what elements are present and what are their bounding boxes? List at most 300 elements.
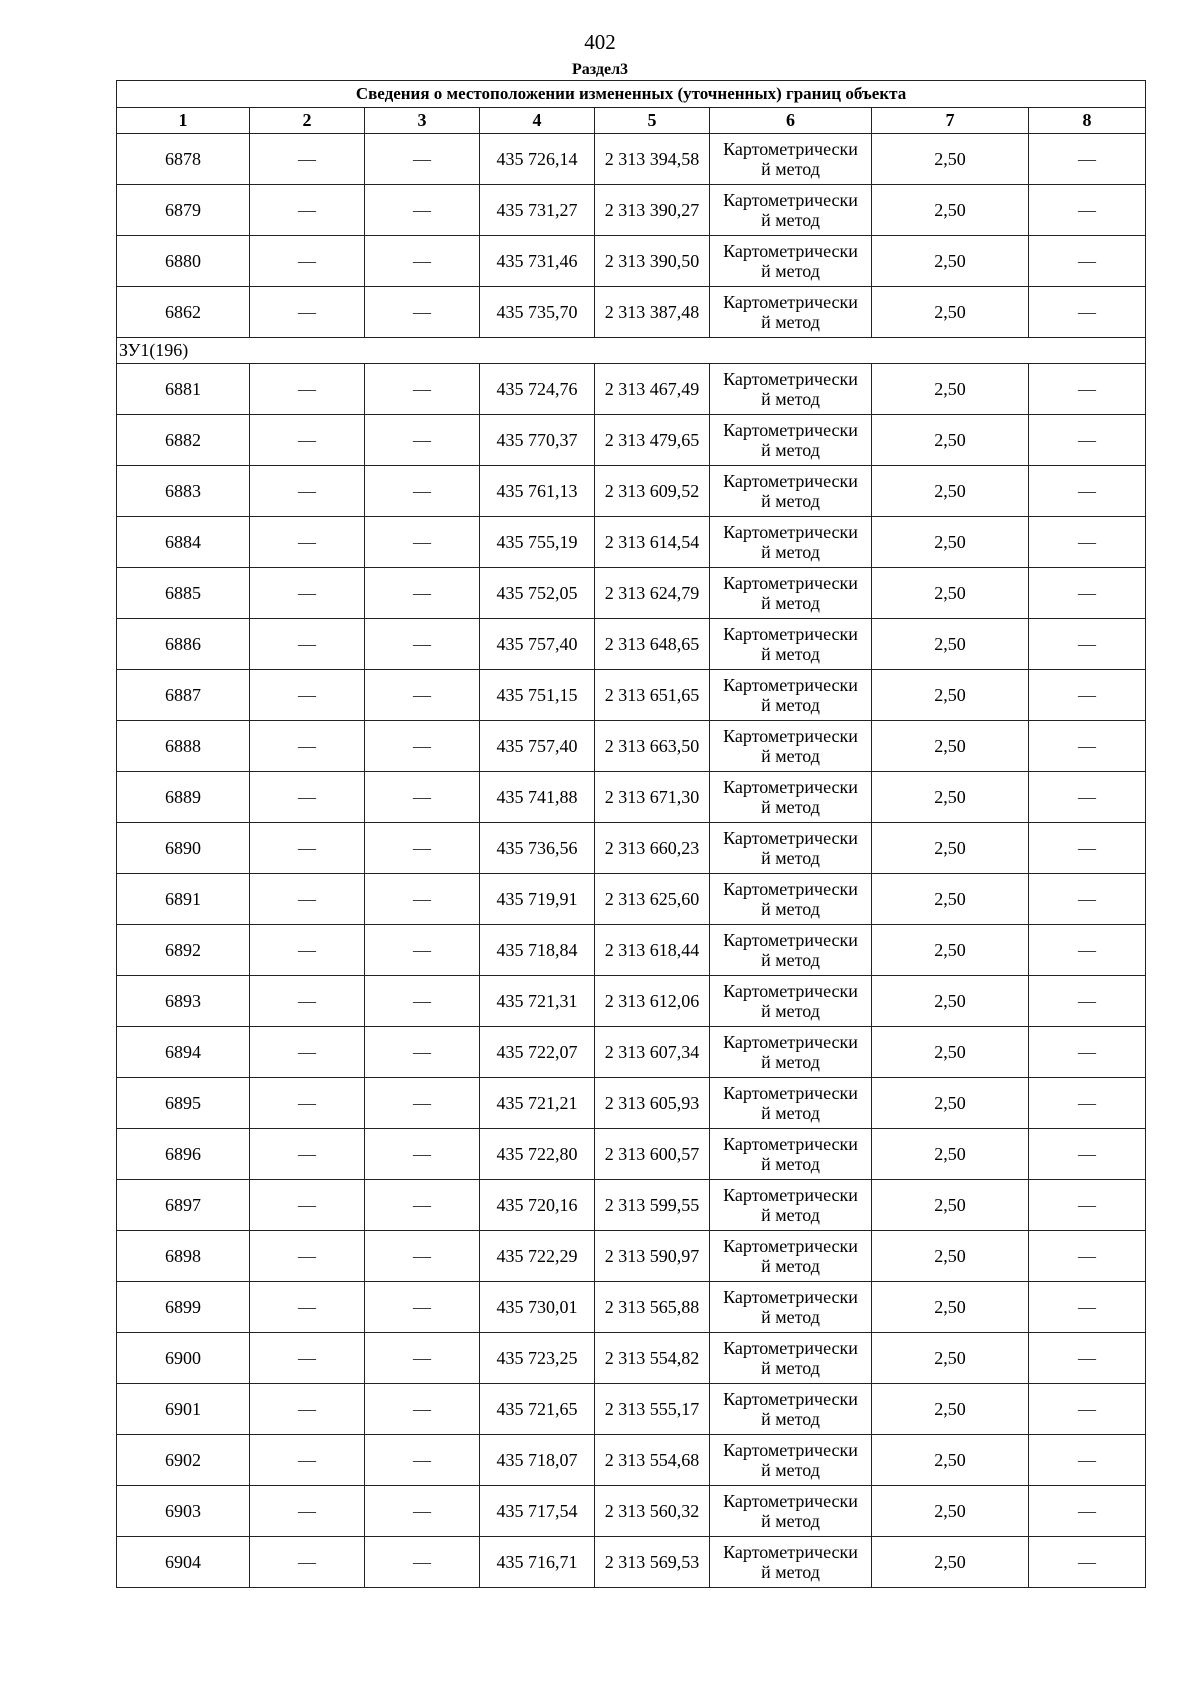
dash-cell: — bbox=[1029, 364, 1146, 415]
method-text-line2: й метод bbox=[761, 312, 820, 332]
method-text-line2: й метод bbox=[761, 593, 820, 613]
table-caption-row bbox=[117, 81, 1146, 108]
coordinate-x-cell: 435 724,76 bbox=[480, 364, 595, 415]
method-cell bbox=[710, 721, 872, 772]
coordinate-x-cell: 435 731,46 bbox=[480, 236, 595, 287]
dash-cell: — bbox=[365, 466, 480, 517]
dash-cell: — bbox=[1029, 1435, 1146, 1486]
coordinate-y-cell: 2 313 554,82 bbox=[595, 1333, 710, 1384]
method-cell bbox=[710, 568, 872, 619]
dash-cell: — bbox=[1029, 874, 1146, 925]
method-text-line1: Картометрически bbox=[723, 369, 858, 389]
dash-cell: — bbox=[250, 1231, 365, 1282]
coordinate-x-cell: 435 718,84 bbox=[480, 925, 595, 976]
method-text-line1: Картометрически bbox=[723, 522, 858, 542]
coordinate-x-cell: 435 722,29 bbox=[480, 1231, 595, 1282]
dash-cell: — bbox=[365, 236, 480, 287]
method-cell bbox=[710, 236, 872, 287]
dash-cell: — bbox=[250, 772, 365, 823]
method-text-line1: Картометрически bbox=[723, 879, 858, 899]
point-number-cell: 6887 bbox=[117, 670, 250, 721]
coordinate-x-cell: 435 770,37 bbox=[480, 415, 595, 466]
accuracy-cell: 2,50 bbox=[872, 1333, 1029, 1384]
dash-cell: — bbox=[1029, 925, 1146, 976]
dash-cell: — bbox=[365, 1231, 480, 1282]
method-cell bbox=[710, 874, 872, 925]
dash-cell: — bbox=[1029, 1078, 1146, 1129]
column-header-3: 3 bbox=[365, 108, 480, 134]
coordinate-y-cell: 2 313 479,65 bbox=[595, 415, 710, 466]
method-cell bbox=[710, 1078, 872, 1129]
dash-cell: — bbox=[250, 185, 365, 236]
point-number-cell: 6901 bbox=[117, 1384, 250, 1435]
table-row bbox=[117, 619, 1146, 670]
dash-cell: — bbox=[250, 976, 365, 1027]
method-text-line1: Картометрически bbox=[723, 1083, 858, 1103]
coordinates-table bbox=[116, 80, 1146, 1588]
coordinate-y-cell: 2 313 607,34 bbox=[595, 1027, 710, 1078]
accuracy-cell: 2,50 bbox=[872, 134, 1029, 185]
dash-cell: — bbox=[250, 670, 365, 721]
method-text-line2: й метод bbox=[761, 848, 820, 868]
column-header-5: 5 bbox=[595, 108, 710, 134]
method-cell bbox=[710, 466, 872, 517]
table-row bbox=[117, 1384, 1146, 1435]
coordinate-y-cell: 2 313 671,30 bbox=[595, 772, 710, 823]
page-number: 402 bbox=[584, 30, 616, 54]
accuracy-cell: 2,50 bbox=[872, 1180, 1029, 1231]
coordinate-y-cell: 2 313 565,88 bbox=[595, 1282, 710, 1333]
table-row bbox=[117, 976, 1146, 1027]
accuracy-cell: 2,50 bbox=[872, 517, 1029, 568]
method-cell bbox=[710, 1537, 872, 1588]
accuracy-cell: 2,50 bbox=[872, 670, 1029, 721]
method-text-line2: й метод bbox=[761, 950, 820, 970]
dash-cell: — bbox=[1029, 134, 1146, 185]
column-header-8: 8 bbox=[1029, 108, 1146, 134]
accuracy-cell: 2,50 bbox=[872, 1129, 1029, 1180]
method-cell bbox=[710, 619, 872, 670]
accuracy-cell: 2,50 bbox=[872, 1078, 1029, 1129]
method-text-line1: Картометрически bbox=[723, 1440, 858, 1460]
dash-cell: — bbox=[1029, 415, 1146, 466]
coordinate-x-cell: 435 730,01 bbox=[480, 1282, 595, 1333]
coordinate-y-cell: 2 313 663,50 bbox=[595, 721, 710, 772]
dash-cell: — bbox=[1029, 1384, 1146, 1435]
method-text-line2: й метод bbox=[761, 797, 820, 817]
dash-cell: — bbox=[1029, 1027, 1146, 1078]
table-row bbox=[117, 670, 1146, 721]
coordinate-y-cell: 2 313 387,48 bbox=[595, 287, 710, 338]
method-text-line1: Картометрически bbox=[723, 1287, 858, 1307]
point-number-cell: 6862 bbox=[117, 287, 250, 338]
coordinate-y-cell: 2 313 590,97 bbox=[595, 1231, 710, 1282]
dash-cell: — bbox=[250, 568, 365, 619]
dash-cell: — bbox=[365, 772, 480, 823]
coordinate-x-cell: 435 757,40 bbox=[480, 721, 595, 772]
coordinate-x-cell: 435 716,71 bbox=[480, 1537, 595, 1588]
point-number-cell: 6885 bbox=[117, 568, 250, 619]
table-row bbox=[117, 925, 1146, 976]
table-row bbox=[117, 1231, 1146, 1282]
table-row bbox=[117, 772, 1146, 823]
accuracy-cell: 2,50 bbox=[872, 772, 1029, 823]
coordinate-x-cell: 435 721,21 bbox=[480, 1078, 595, 1129]
coordinate-y-cell: 2 313 612,06 bbox=[595, 976, 710, 1027]
method-cell bbox=[710, 287, 872, 338]
coordinate-x-cell: 435 751,15 bbox=[480, 670, 595, 721]
dash-cell: — bbox=[1029, 185, 1146, 236]
dash-cell: — bbox=[365, 823, 480, 874]
coordinate-y-cell: 2 313 599,55 bbox=[595, 1180, 710, 1231]
coordinate-x-cell: 435 736,56 bbox=[480, 823, 595, 874]
method-cell bbox=[710, 1435, 872, 1486]
point-number-cell: 6889 bbox=[117, 772, 250, 823]
method-cell bbox=[710, 772, 872, 823]
coordinate-y-cell: 2 313 618,44 bbox=[595, 925, 710, 976]
dash-cell: — bbox=[365, 976, 480, 1027]
accuracy-cell: 2,50 bbox=[872, 619, 1029, 670]
dash-cell: — bbox=[250, 823, 365, 874]
point-number-cell: 6896 bbox=[117, 1129, 250, 1180]
coordinate-x-cell: 435 721,31 bbox=[480, 976, 595, 1027]
table-row bbox=[117, 823, 1146, 874]
dash-cell: — bbox=[1029, 670, 1146, 721]
coordinate-x-cell: 435 720,16 bbox=[480, 1180, 595, 1231]
method-text-line2: й метод bbox=[761, 1409, 820, 1429]
method-text-line2: й метод bbox=[761, 1154, 820, 1174]
dash-cell: — bbox=[365, 1486, 480, 1537]
method-text-line1: Картометрически bbox=[723, 930, 858, 950]
point-number-cell: 6899 bbox=[117, 1282, 250, 1333]
method-text-line2: й метод bbox=[761, 1001, 820, 1021]
coordinate-x-cell: 435 721,65 bbox=[480, 1384, 595, 1435]
accuracy-cell: 2,50 bbox=[872, 415, 1029, 466]
point-number-cell: 6900 bbox=[117, 1333, 250, 1384]
dash-cell: — bbox=[250, 619, 365, 670]
point-number-cell: 6880 bbox=[117, 236, 250, 287]
table-row bbox=[117, 1537, 1146, 1588]
dash-cell: — bbox=[250, 1384, 365, 1435]
dash-cell: — bbox=[365, 925, 480, 976]
group-label-row bbox=[117, 338, 1146, 364]
coordinate-y-cell: 2 313 560,32 bbox=[595, 1486, 710, 1537]
point-number-cell: 6879 bbox=[117, 185, 250, 236]
dash-cell: — bbox=[250, 415, 365, 466]
coordinate-y-cell: 2 313 614,54 bbox=[595, 517, 710, 568]
dash-cell: — bbox=[250, 1333, 365, 1384]
dash-cell: — bbox=[1029, 772, 1146, 823]
coordinate-y-cell: 2 313 600,57 bbox=[595, 1129, 710, 1180]
dash-cell: — bbox=[250, 236, 365, 287]
method-text-line1: Картометрически bbox=[723, 420, 858, 440]
column-header-1: 1 bbox=[117, 108, 250, 134]
dash-cell: — bbox=[1029, 1486, 1146, 1537]
method-text-line1: Картометрически bbox=[723, 726, 858, 746]
method-cell bbox=[710, 1231, 872, 1282]
dash-cell: — bbox=[1029, 466, 1146, 517]
method-text-line1: Картометрически bbox=[723, 1185, 858, 1205]
method-text-line1: Картометрически bbox=[723, 139, 858, 159]
method-text-line1: Картометрически bbox=[723, 828, 858, 848]
point-number-cell: 6890 bbox=[117, 823, 250, 874]
dash-cell: — bbox=[250, 364, 365, 415]
coordinate-y-cell: 2 313 660,23 bbox=[595, 823, 710, 874]
dash-cell: — bbox=[1029, 1231, 1146, 1282]
dash-cell: — bbox=[365, 134, 480, 185]
point-number-cell: 6898 bbox=[117, 1231, 250, 1282]
dash-cell: — bbox=[365, 1027, 480, 1078]
coordinate-x-cell: 435 731,27 bbox=[480, 185, 595, 236]
method-cell bbox=[710, 976, 872, 1027]
method-text-line2: й метод bbox=[761, 1358, 820, 1378]
method-text-line1: Картометрически bbox=[723, 1338, 858, 1358]
dash-cell: — bbox=[365, 1537, 480, 1588]
table-row bbox=[117, 185, 1146, 236]
method-cell bbox=[710, 823, 872, 874]
coordinate-y-cell: 2 313 648,65 bbox=[595, 619, 710, 670]
table-row bbox=[117, 466, 1146, 517]
dash-cell: — bbox=[1029, 517, 1146, 568]
method-text-line2: й метод bbox=[761, 1307, 820, 1327]
point-number-cell: 6888 bbox=[117, 721, 250, 772]
dash-cell: — bbox=[365, 1180, 480, 1231]
method-text-line2: й метод bbox=[761, 1562, 820, 1582]
dash-cell: — bbox=[250, 134, 365, 185]
accuracy-cell: 2,50 bbox=[872, 874, 1029, 925]
column-header-2: 2 bbox=[250, 108, 365, 134]
accuracy-cell: 2,50 bbox=[872, 721, 1029, 772]
coordinate-x-cell: 435 757,40 bbox=[480, 619, 595, 670]
coordinate-x-cell: 435 723,25 bbox=[480, 1333, 595, 1384]
table-title: Сведения о местоположении измененных (уточненных) границ объекта bbox=[117, 81, 1146, 108]
coordinate-y-cell: 2 313 651,65 bbox=[595, 670, 710, 721]
method-cell bbox=[710, 670, 872, 721]
method-cell bbox=[710, 364, 872, 415]
table-row bbox=[117, 1486, 1146, 1537]
accuracy-cell: 2,50 bbox=[872, 1486, 1029, 1537]
point-number-cell: 6904 bbox=[117, 1537, 250, 1588]
table-row bbox=[117, 1027, 1146, 1078]
accuracy-cell: 2,50 bbox=[872, 1384, 1029, 1435]
table-row bbox=[117, 364, 1146, 415]
dash-cell: — bbox=[365, 670, 480, 721]
accuracy-cell: 2,50 bbox=[872, 185, 1029, 236]
table-row bbox=[117, 287, 1146, 338]
accuracy-cell: 2,50 bbox=[872, 236, 1029, 287]
method-text-line1: Картометрически bbox=[723, 1032, 858, 1052]
point-number-cell: 6883 bbox=[117, 466, 250, 517]
table-row bbox=[117, 1078, 1146, 1129]
dash-cell: — bbox=[250, 1129, 365, 1180]
method-text-line1: Картометрически bbox=[723, 1134, 858, 1154]
table-row bbox=[117, 517, 1146, 568]
column-number-row bbox=[117, 108, 1146, 134]
dash-cell: — bbox=[365, 721, 480, 772]
dash-cell: — bbox=[250, 466, 365, 517]
coordinate-y-cell: 2 313 609,52 bbox=[595, 466, 710, 517]
method-cell bbox=[710, 134, 872, 185]
method-text-line1: Картометрически bbox=[723, 675, 858, 695]
table-row bbox=[117, 1282, 1146, 1333]
point-number-cell: 6894 bbox=[117, 1027, 250, 1078]
method-cell bbox=[710, 1282, 872, 1333]
dash-cell: — bbox=[250, 517, 365, 568]
column-header-4: 4 bbox=[480, 108, 595, 134]
dash-cell: — bbox=[365, 1333, 480, 1384]
coordinate-x-cell: 435 741,88 bbox=[480, 772, 595, 823]
dash-cell: — bbox=[365, 287, 480, 338]
method-cell bbox=[710, 1333, 872, 1384]
dash-cell: — bbox=[365, 517, 480, 568]
method-text-line2: й метод bbox=[761, 491, 820, 511]
dash-cell: — bbox=[1029, 287, 1146, 338]
accuracy-cell: 2,50 bbox=[872, 364, 1029, 415]
accuracy-cell: 2,50 bbox=[872, 925, 1029, 976]
method-text-line2: й метод bbox=[761, 746, 820, 766]
dash-cell: — bbox=[1029, 1333, 1146, 1384]
dash-cell: — bbox=[250, 1486, 365, 1537]
method-cell bbox=[710, 1180, 872, 1231]
dash-cell: — bbox=[1029, 823, 1146, 874]
coordinate-x-cell: 435 726,14 bbox=[480, 134, 595, 185]
method-cell bbox=[710, 517, 872, 568]
point-number-cell: 6882 bbox=[117, 415, 250, 466]
accuracy-cell: 2,50 bbox=[872, 1435, 1029, 1486]
method-text-line1: Картометрически bbox=[723, 981, 858, 1001]
table-row bbox=[117, 236, 1146, 287]
dash-cell: — bbox=[365, 185, 480, 236]
dash-cell: — bbox=[1029, 1282, 1146, 1333]
method-cell bbox=[710, 1384, 872, 1435]
method-text-line1: Картометрически bbox=[723, 777, 858, 797]
method-text-line1: Картометрически bbox=[723, 1236, 858, 1256]
method-text-line1: Картометрически bbox=[723, 1542, 858, 1562]
accuracy-cell: 2,50 bbox=[872, 466, 1029, 517]
dash-cell: — bbox=[365, 1435, 480, 1486]
method-text-line1: Картометрически bbox=[723, 1491, 858, 1511]
dash-cell: — bbox=[365, 1129, 480, 1180]
accuracy-cell: 2,50 bbox=[872, 823, 1029, 874]
table-row bbox=[117, 134, 1146, 185]
accuracy-cell: 2,50 bbox=[872, 1537, 1029, 1588]
coordinate-y-cell: 2 313 554,68 bbox=[595, 1435, 710, 1486]
method-text-line2: й метод bbox=[761, 1511, 820, 1531]
dash-cell: — bbox=[1029, 619, 1146, 670]
point-number-cell: 6881 bbox=[117, 364, 250, 415]
table-body bbox=[117, 134, 1146, 1588]
method-cell bbox=[710, 1129, 872, 1180]
dash-cell: — bbox=[365, 1384, 480, 1435]
dash-cell: — bbox=[250, 1078, 365, 1129]
method-text-line1: Картометрически bbox=[723, 241, 858, 261]
coordinate-y-cell: 2 313 624,79 bbox=[595, 568, 710, 619]
point-number-cell: 6903 bbox=[117, 1486, 250, 1537]
coordinate-y-cell: 2 313 467,49 bbox=[595, 364, 710, 415]
point-number-cell: 6878 bbox=[117, 134, 250, 185]
method-cell bbox=[710, 185, 872, 236]
accuracy-cell: 2,50 bbox=[872, 976, 1029, 1027]
table-row bbox=[117, 1333, 1146, 1384]
coordinate-y-cell: 2 313 394,58 bbox=[595, 134, 710, 185]
coordinate-y-cell: 2 313 625,60 bbox=[595, 874, 710, 925]
point-number-cell: 6892 bbox=[117, 925, 250, 976]
coordinate-x-cell: 435 719,91 bbox=[480, 874, 595, 925]
dash-cell: — bbox=[365, 1282, 480, 1333]
dash-cell: — bbox=[250, 925, 365, 976]
method-text-line2: й метод bbox=[761, 1460, 820, 1480]
dash-cell: — bbox=[250, 1282, 365, 1333]
table-row bbox=[117, 1435, 1146, 1486]
accuracy-cell: 2,50 bbox=[872, 1231, 1029, 1282]
method-text-line2: й метод bbox=[761, 440, 820, 460]
dash-cell: — bbox=[250, 874, 365, 925]
table-row bbox=[117, 874, 1146, 925]
dash-cell: — bbox=[365, 874, 480, 925]
method-text-line2: й метод bbox=[761, 542, 820, 562]
section-title: Раздел3 bbox=[571, 61, 629, 78]
method-text-line2: й метод bbox=[761, 159, 820, 179]
method-text-line1: Картометрически bbox=[723, 190, 858, 210]
dash-cell: — bbox=[1029, 721, 1146, 772]
point-number-cell: 6891 bbox=[117, 874, 250, 925]
coordinate-y-cell: 2 313 605,93 bbox=[595, 1078, 710, 1129]
dash-cell: — bbox=[365, 1078, 480, 1129]
column-header-6: 6 bbox=[710, 108, 872, 134]
dash-cell: — bbox=[1029, 1537, 1146, 1588]
method-cell bbox=[710, 1027, 872, 1078]
method-text-line2: й метод bbox=[761, 644, 820, 664]
method-text-line2: й метод bbox=[761, 261, 820, 281]
coordinate-x-cell: 435 735,70 bbox=[480, 287, 595, 338]
point-number-cell: 6895 bbox=[117, 1078, 250, 1129]
method-cell bbox=[710, 925, 872, 976]
table-row bbox=[117, 1129, 1146, 1180]
dash-cell: — bbox=[1029, 1180, 1146, 1231]
dash-cell: — bbox=[250, 721, 365, 772]
accuracy-cell: 2,50 bbox=[872, 287, 1029, 338]
coordinate-y-cell: 2 313 390,50 bbox=[595, 236, 710, 287]
method-text-line1: Картометрически bbox=[723, 292, 858, 312]
method-cell bbox=[710, 1486, 872, 1537]
coordinate-x-cell: 435 752,05 bbox=[480, 568, 595, 619]
coordinate-x-cell: 435 722,07 bbox=[480, 1027, 595, 1078]
group-label: ЗУ1(196) bbox=[117, 338, 1146, 364]
point-number-cell: 6884 bbox=[117, 517, 250, 568]
coordinate-x-cell: 435 755,19 bbox=[480, 517, 595, 568]
accuracy-cell: 2,50 bbox=[872, 1027, 1029, 1078]
method-text-line2: й метод bbox=[761, 695, 820, 715]
dash-cell: — bbox=[365, 568, 480, 619]
method-text-line2: й метод bbox=[761, 1103, 820, 1123]
dash-cell: — bbox=[365, 619, 480, 670]
dash-cell: — bbox=[250, 1180, 365, 1231]
point-number-cell: 6902 bbox=[117, 1435, 250, 1486]
coordinate-x-cell: 435 718,07 bbox=[480, 1435, 595, 1486]
method-text-line2: й метод bbox=[761, 1205, 820, 1225]
dash-cell: — bbox=[250, 1435, 365, 1486]
dash-cell: — bbox=[250, 1027, 365, 1078]
column-header-7: 7 bbox=[872, 108, 1029, 134]
method-text-line2: й метод bbox=[761, 210, 820, 230]
accuracy-cell: 2,50 bbox=[872, 1282, 1029, 1333]
method-text-line1: Картометрически bbox=[723, 471, 858, 491]
coordinate-y-cell: 2 313 569,53 bbox=[595, 1537, 710, 1588]
coordinate-y-cell: 2 313 555,17 bbox=[595, 1384, 710, 1435]
method-text-line2: й метод bbox=[761, 899, 820, 919]
dash-cell: — bbox=[250, 287, 365, 338]
coordinate-y-cell: 2 313 390,27 bbox=[595, 185, 710, 236]
